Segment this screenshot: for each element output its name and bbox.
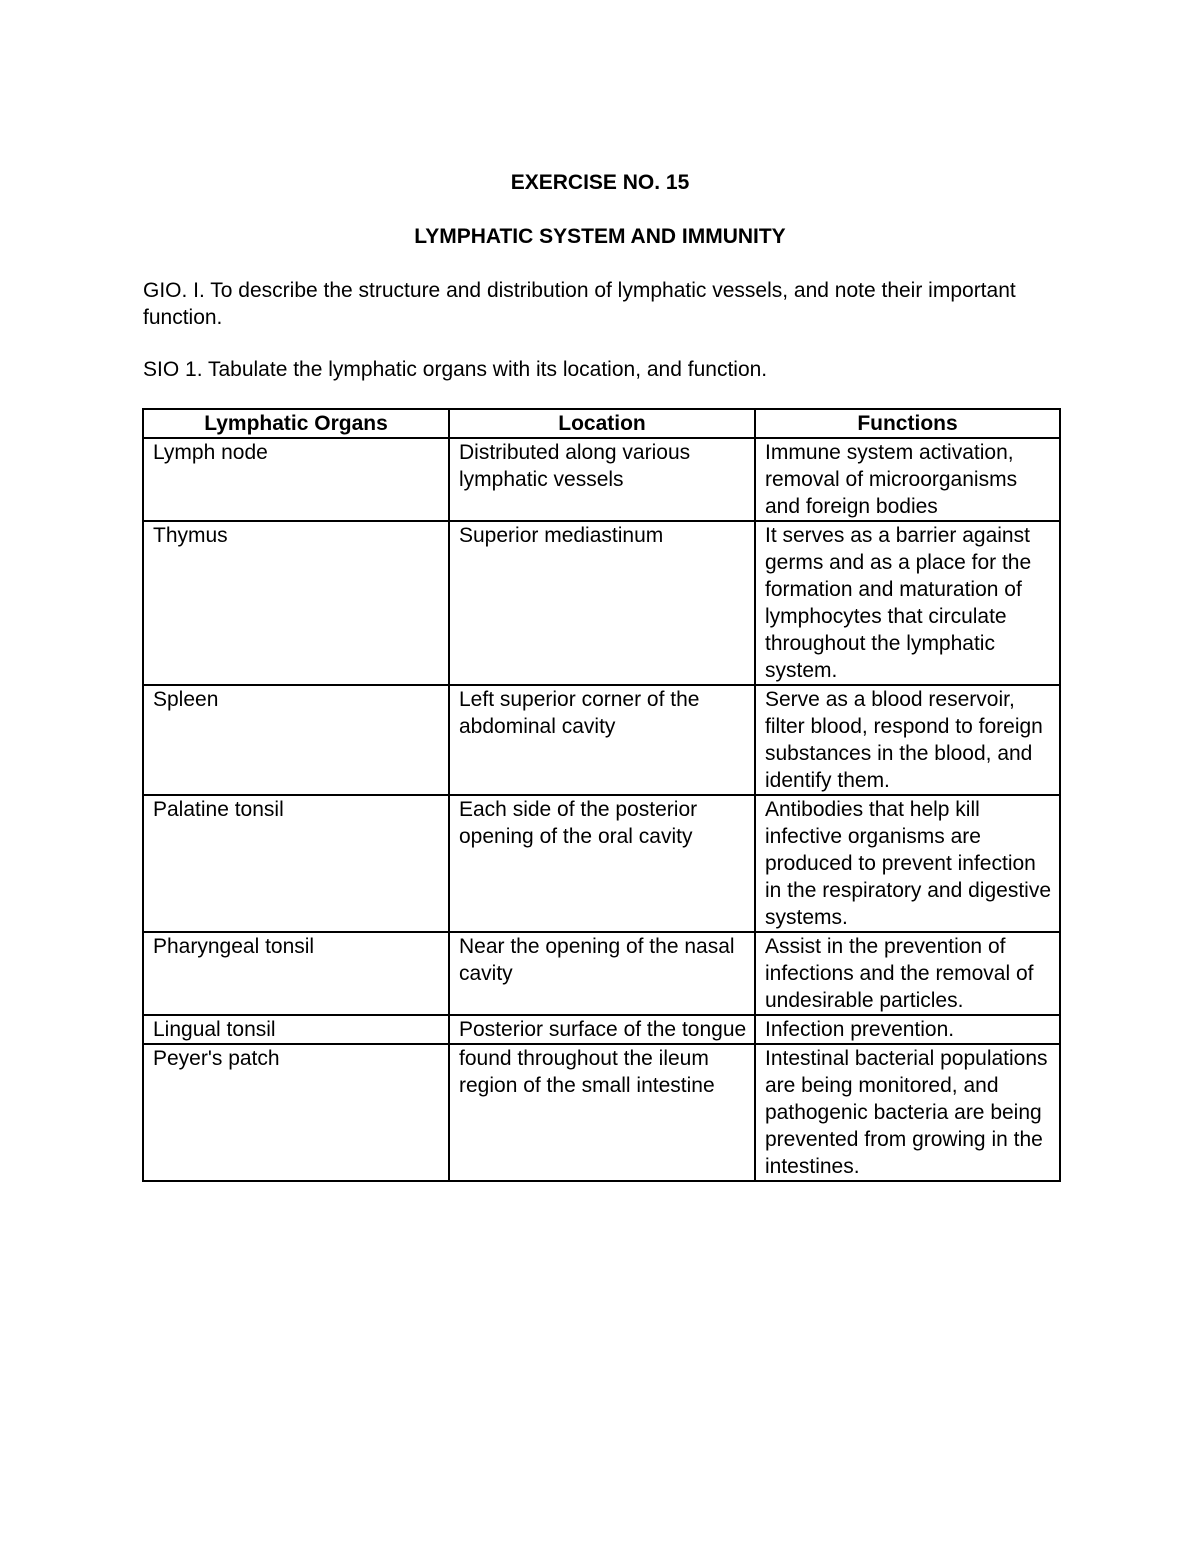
organ-cell: Spleen: [143, 685, 449, 795]
organ-cell: Thymus: [143, 521, 449, 685]
function-cell: Immune system activation, removal of microorganisms and foreign bodies: [755, 438, 1060, 521]
location-cell: Superior mediastinum: [449, 521, 755, 685]
organ-cell: Peyer's patch: [143, 1044, 449, 1181]
function-cell: Antibodies that help kill infective organisms are produced to prevent infection in the respiratory and digestive systems.: [755, 795, 1060, 932]
gio-objective: GIO. I. To describe the structure and distribution of lymphatic vessels, and note their important function.: [143, 279, 1016, 329]
table-row: [143, 521, 1060, 685]
location-cell: Distributed along various lymphatic vessels: [449, 438, 755, 521]
location-cell: Near the opening of the nasal cavity: [449, 932, 755, 1015]
organ-cell: Lymph node: [143, 438, 449, 521]
organ-cell: Pharyngeal tonsil: [143, 932, 449, 1015]
function-cell: It serves as a barrier against germs and as a place for the formation and maturation of lymphocytes that circulate throughout the lymphatic system.: [755, 521, 1060, 685]
organ-cell: Lingual tonsil: [143, 1015, 449, 1044]
location-cell: found throughout the ileum region of the small intestine: [449, 1044, 755, 1181]
location-cell: Posterior surface of the tongue: [449, 1015, 755, 1044]
lymphatic-organs-table: [142, 408, 1061, 1182]
header-location: Location: [449, 409, 755, 438]
header-functions: Functions: [755, 409, 1060, 438]
organ-cell: Palatine tonsil: [143, 795, 449, 932]
table-row: [143, 1015, 1060, 1044]
header-organs: Lymphatic Organs: [143, 409, 449, 438]
function-cell: Intestinal bacterial populations are being monitored, and pathogenic bacteria are being prevented from growing in the intestines.: [755, 1044, 1060, 1181]
table-row: [143, 1044, 1060, 1181]
exercise-title: EXERCISE NO. 15: [510, 171, 690, 194]
table-row: [143, 685, 1060, 795]
function-cell: Serve as a blood reservoir, filter blood, respond to foreign substances in the blood, and identify them.: [755, 685, 1060, 795]
sio-objective: SIO 1. Tabulate the lymphatic organs with its location, and function.: [143, 358, 768, 381]
table-row: [143, 438, 1060, 521]
function-cell: Assist in the prevention of infections and the removal of undesirable particles.: [755, 932, 1060, 1015]
table-row: [143, 795, 1060, 932]
table-row: [143, 932, 1060, 1015]
location-cell: Left superior corner of the abdominal cavity: [449, 685, 755, 795]
location-cell: Each side of the posterior opening of the oral cavity: [449, 795, 755, 932]
topic-title: LYMPHATIC SYSTEM AND IMMUNITY: [414, 225, 786, 248]
function-cell: Infection prevention.: [755, 1015, 1060, 1044]
table-header-row: [143, 409, 1060, 438]
